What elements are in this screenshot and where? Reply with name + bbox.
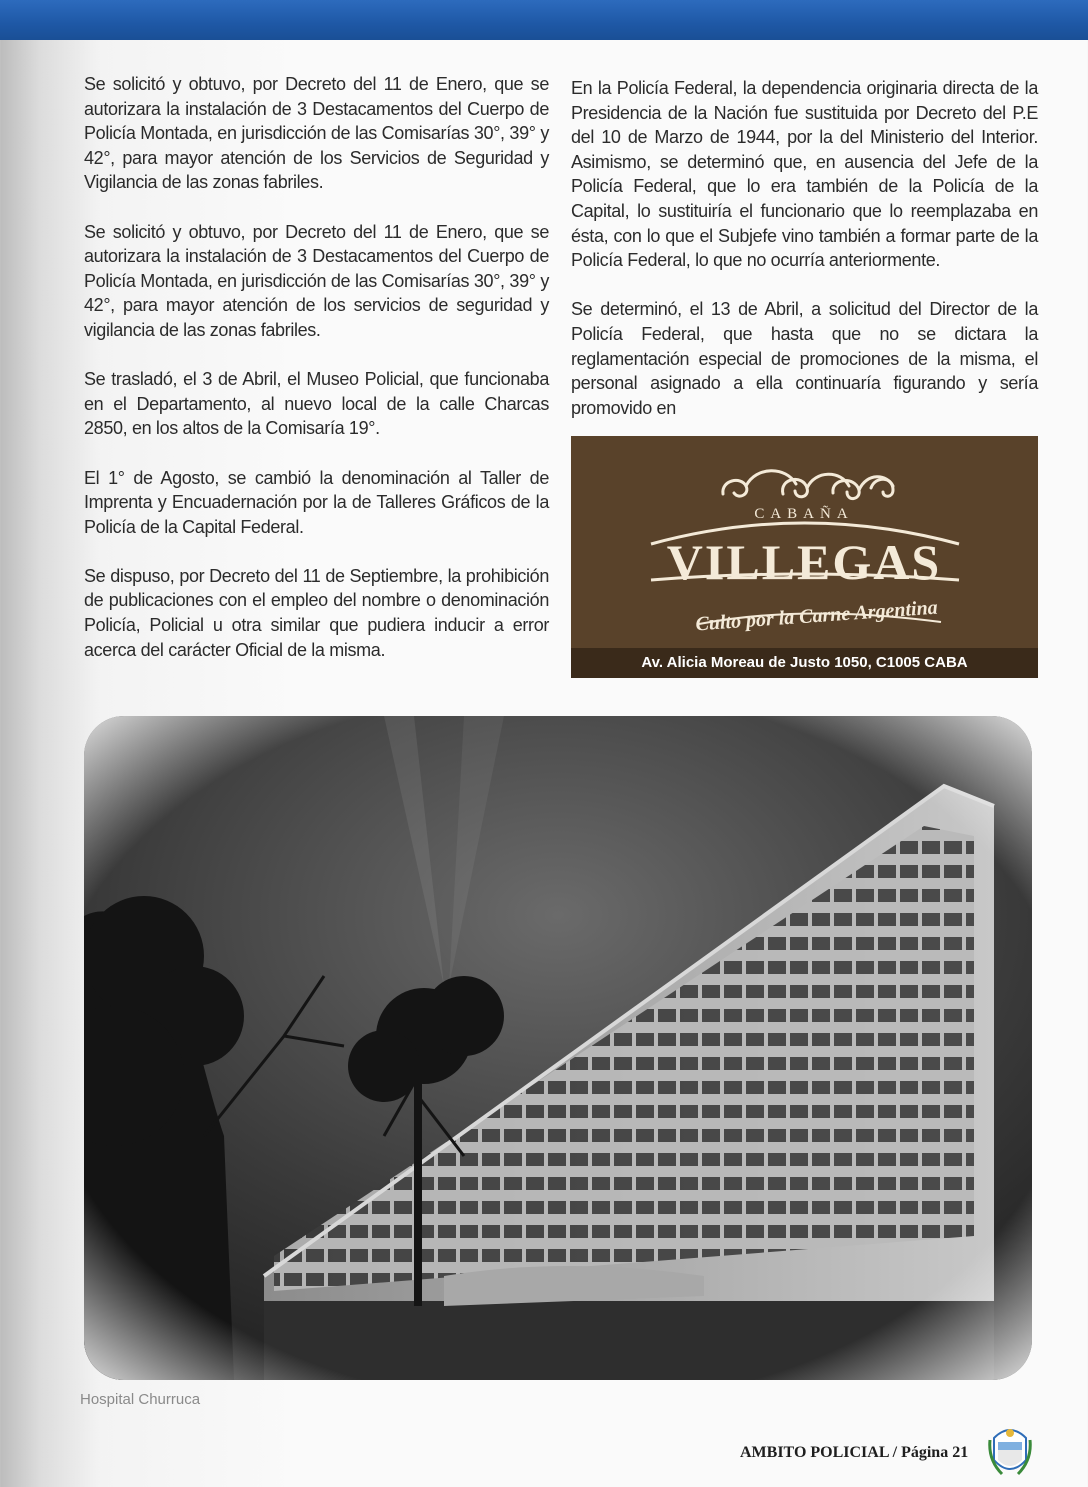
page-footer-label: AMBITO POLICIAL / Página 21 xyxy=(740,1444,969,1461)
paragraph: Se dispuso, por Decreto del 11 de Septiembre, la prohibición de publicaciones con el empleo del nombre o denominación Policía, Policial u otra similar que pudiera inducir a error acerca del carácter Oficial de la misma. xyxy=(84,565,549,660)
photo-caption: Hospital Churruca xyxy=(80,1391,201,1408)
ad-subtitle: CABAÑA xyxy=(754,506,854,522)
paragraph: En la Policía Federal, la dependencia originaria directa de la Presidencia de la Nación fue sustituida por Decreto del P.E del 10 de Marzo de 1944, por la del Ministerio del Interior. Asimismo, se determinó que, en ausencia del Jefe de la Policía Federal, que lo era también de la Policía de la Capital, lo sustituiría el funcionario que lo reemplazaba en ésta, con lo que el Subjefe vino también a formar parte de la Policía Federal, lo que no ocurría anteriormente. xyxy=(571,78,1038,271)
left-text-column xyxy=(84,72,549,687)
right-text-column xyxy=(571,72,1038,445)
police-emblem-icon xyxy=(988,1420,1032,1487)
paragraph: Se determinó, el 13 de Abril, a solicitud del Director de la Policía Federal, que hasta que no se dictara la reglamentación especial de promociones de la misma, el personal asignado a ella continuaría figurando y sería promovido en xyxy=(571,299,1038,418)
villegas-advertisement[interactable] xyxy=(571,436,1038,678)
ad-brand: VILLEGAS xyxy=(666,534,942,590)
villegas-logo xyxy=(571,436,1038,648)
paragraph: Se solicitó y obtuvo, por Decreto del 11 de Enero, que se autorizara la instalación de 3 Destacamentos del Cuerpo de Policía Montada, en jurisdicción de las Comisarías 30°, 39° y 42°, para mayor atención de los Servicios de Seguridad y Vigilancia de las zonas fabriles. xyxy=(84,74,549,193)
ad-address: Av. Alicia Moreau de Justo 1050, C1005 CABA xyxy=(571,648,1038,678)
paragraph: El 1° de Agosto, se cambió la denominación al Taller de Imprenta y Encuadernación por la de Talleres Gráficos de la Policía de la Capital Federal. xyxy=(84,467,549,537)
ad-slogan: Culto por la Carne Argentina xyxy=(694,596,939,636)
paragraph: Se trasladó, el 3 de Abril, el Museo Policial, que funcionaba en el Departamento, al nuevo local de la calle Charcas 2850, en los altos de la Comisaría 19°. xyxy=(84,369,549,439)
top-color-bar xyxy=(0,0,1088,40)
hospital-building-image xyxy=(84,716,1032,1380)
hospital-photo xyxy=(84,716,1032,1380)
paragraph: Se solicitó y obtuvo, por Decreto del 11 de Enero, que se autorizara la instalación de 3 Destacamentos del Cuerpo de Policía Montada, en jurisdicción de las Comisarías 30°, 39° y 42°, para mayor atención de los servicios de seguridad y vigilancia de las zonas fabriles. xyxy=(84,221,549,340)
